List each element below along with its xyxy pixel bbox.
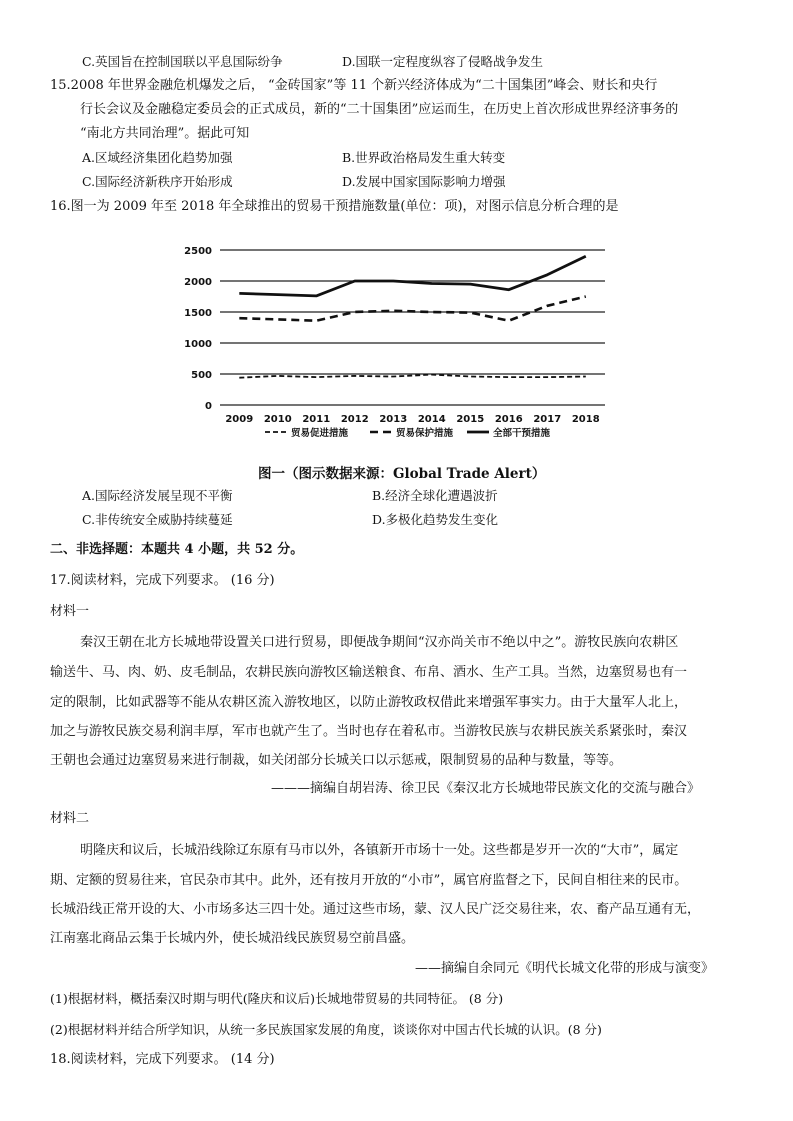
q17-subquestion-2: (2)根据材料并结合所学知识，从统一多民族国家发展的角度，谈谈你对中国古代长城的认识。(8 分) bbox=[50, 1022, 602, 1037]
material-two-line4: 江南塞北商品云集于长城内外，使长城沿线民族贸易空前昌盛。 bbox=[50, 931, 415, 946]
q15-stem-line3: “南北方共同治理”。据此可知 bbox=[80, 126, 250, 141]
q16-option-b: B.经济全球化遭遇波折 bbox=[372, 488, 498, 503]
material-one-line5: 王朝也会通过边塞贸易来进行制裁，如关闭部分长城关口以示惩戒，限制贸易的品种与数量，等等。 bbox=[50, 753, 623, 768]
q17-subquestion-1: (1)根据材料，概括秦汉时期与明代(隆庆和议后)长城地带贸易的共同特征。 (8 分) bbox=[50, 991, 504, 1006]
y-tick-label: 1000 bbox=[184, 339, 212, 350]
x-tick-label: 2010 bbox=[263, 414, 292, 425]
material-two-label: 材料二 bbox=[50, 811, 90, 826]
x-tick-label: 2012 bbox=[340, 414, 369, 425]
q14-option-d: D.国联一定程度纵容了侵略战争发生 bbox=[342, 54, 544, 69]
x-tick-label: 2018 bbox=[571, 414, 600, 425]
q15-option-a: A.区域经济集团化趋势加强 bbox=[82, 150, 233, 165]
y-tick-label: 0 bbox=[205, 401, 212, 412]
x-tick-label: 2017 bbox=[533, 414, 562, 425]
material-two-source: ——摘编自余同元《明代长城文化带的形成与演变》 bbox=[415, 961, 715, 976]
q16-stem: 16.图一为 2009 年至 2018 年全球推出的贸易干预措施数量(单位：项)，对图示信息分析合理的是 bbox=[50, 199, 619, 214]
q17-stem: 17.阅读材料，完成下列要求。 (16 分) bbox=[50, 573, 275, 588]
material-two-line2: 期、定额的贸易往来，官民杂市其中。此外，还有按月开放的“小市”，属官府监督之下，民间自相往来的民市。 bbox=[50, 873, 688, 888]
section-two-heading: 二、非选择题：本题共 4 小题，共 52 分。 bbox=[50, 542, 304, 557]
q16-option-c: C.非传统安全威胁持续蔓延 bbox=[82, 512, 233, 527]
q16-option-a: A.国际经济发展呈现不平衡 bbox=[82, 488, 233, 503]
material-one-line4: 加之与游牧民族交易利润丰厚，军市也就产生了。当时也存在着私市。当游牧民族与农耕民族关系紧张时，秦汉 bbox=[50, 724, 688, 739]
y-tick-label: 500 bbox=[191, 370, 212, 381]
x-tick-label: 2013 bbox=[379, 414, 408, 425]
x-tick-label: 2009 bbox=[225, 414, 254, 425]
x-tick-label: 2011 bbox=[302, 414, 331, 425]
series-line-1 bbox=[239, 375, 586, 378]
q15-option-d: D.发展中国家国际影响力增强 bbox=[342, 174, 506, 189]
q15-option-b: B.世界政治格局发生重大转变 bbox=[342, 150, 506, 165]
x-tick-label: 2016 bbox=[494, 414, 523, 425]
x-tick-label: 2015 bbox=[456, 414, 485, 425]
y-tick-label: 2500 bbox=[184, 246, 212, 257]
trade-intervention-line-chart bbox=[180, 236, 620, 456]
y-tick-label: 1500 bbox=[184, 308, 212, 319]
q15-stem-line2: 行长会议及金融稳定委员会的正式成员，新的“二十国集团”应运而生，在历史上首次形成世界经济事务的 bbox=[80, 102, 679, 117]
q15-option-c: C.国际经济新秩序开始形成 bbox=[82, 174, 233, 189]
legend-label-1: 贸易促进措施 bbox=[291, 428, 349, 439]
series-line-3 bbox=[239, 256, 586, 296]
material-one-label: 材料一 bbox=[50, 604, 90, 619]
series-line-2 bbox=[239, 297, 586, 321]
x-tick-label: 2014 bbox=[417, 414, 446, 425]
material-one-line1: 秦汉王朝在北方长城地带设置关口进行贸易，即便战争期间“汉亦尚关市不绝以中之”。游牧民族向农耕区 bbox=[80, 635, 679, 650]
material-two-line1: 明隆庆和议后，长城沿线除辽东原有马市以外，各镇新开市场十一处。这些都是岁开一次的“大市”，属定 bbox=[80, 843, 679, 858]
material-one-line3: 定的限制，比如武器等不能从农耕区流入游牧地区，以防止游牧政权借此来增强军事实力。由于大量军人北上， bbox=[50, 695, 688, 710]
q14-option-c: C.英国旨在控制国联以平息国际纷争 bbox=[82, 54, 283, 69]
q18-stem: 18.阅读材料，完成下列要求。 (14 分) bbox=[50, 1052, 275, 1067]
material-two-line3: 长城沿线正常开设的大、小市场多达三四十处。通过这些市场，蒙、汉人民广泛交易往来，农、畜产品互通有无， bbox=[50, 902, 701, 917]
q15-stem-line1: 15.2008 年世界金融危机爆发之后， “金砖国家”等 11 个新兴经济体成为“二十国集团”峰会、财长和央行 bbox=[50, 78, 658, 93]
material-one-source: ———摘编自胡岩涛、徐卫民《秦汉北方长城地带民族文化的交流与融合》 bbox=[271, 781, 701, 796]
legend-label-2: 贸易保护措施 bbox=[396, 428, 454, 439]
legend-label-3: 全部干预措施 bbox=[493, 428, 551, 439]
chart-caption: 图一（图示数据来源：Global Trade Alert） bbox=[258, 466, 546, 482]
q16-option-d: D.多极化趋势发生变化 bbox=[372, 512, 499, 527]
material-one-line2: 输送牛、马、肉、奶、皮毛制品，农耕民族向游牧区输送粮食、布帛、酒水、生产工具。当然，边塞贸易也有一 bbox=[50, 665, 688, 680]
y-tick-label: 2000 bbox=[184, 277, 212, 288]
